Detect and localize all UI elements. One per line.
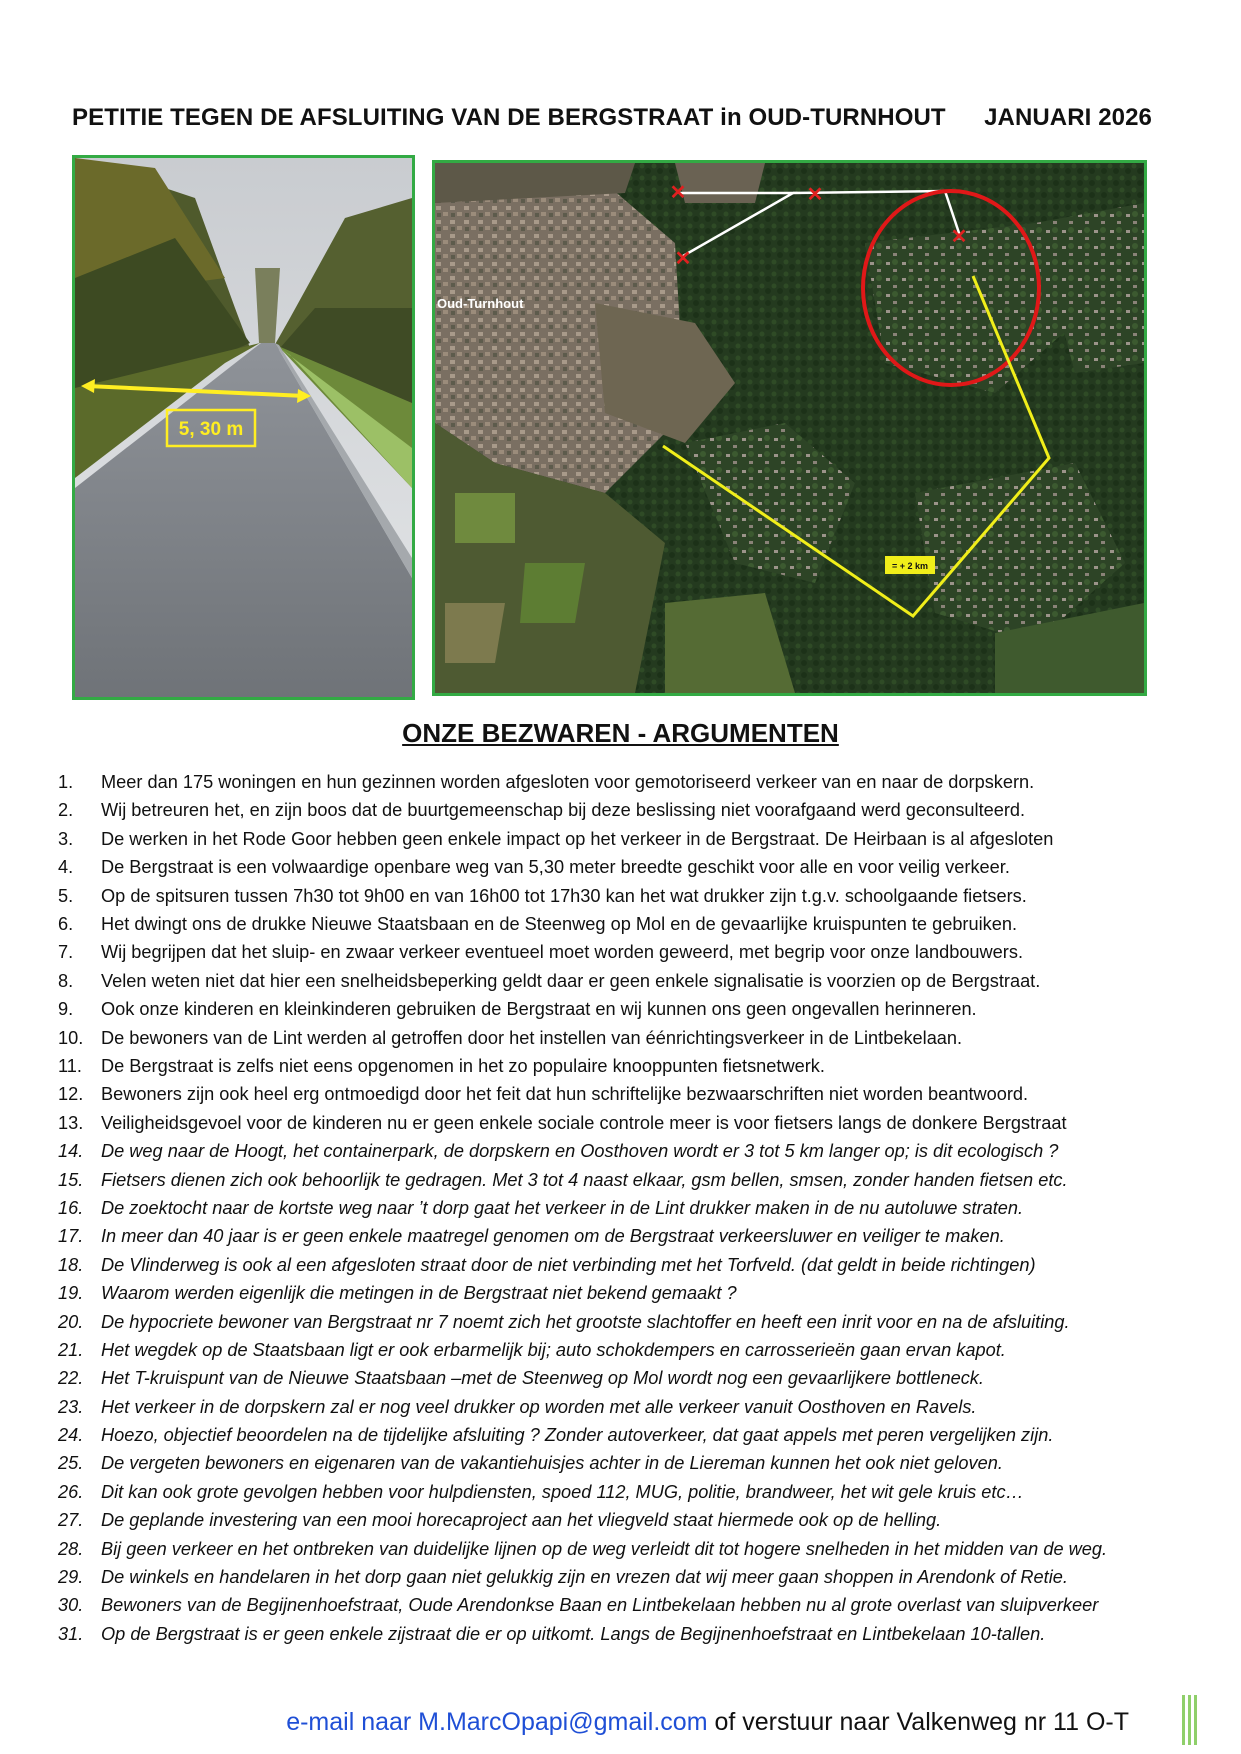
objection-item [58, 1024, 1198, 1052]
objection-text: De winkels en handelaren in het dorp gaan niet gelukkig zijn en vrezen dat wij meer gaan shoppen in Arendonk of Retie. [101, 1567, 1068, 1588]
objection-number: 20. [58, 1311, 84, 1332]
objection-item [58, 938, 1198, 966]
objection-text: Velen weten niet dat hier een snelheidsbeperking geldt daar er geen enkele signalisatie is voorzien op de Bergstraat. [101, 970, 1041, 991]
objection-number: 22. [58, 1368, 84, 1389]
objection-item [58, 1279, 1198, 1307]
objection-text: Hoezo, objectief beoordelen na de tijdelijke afsluiting ? Zonder autoverkeer, dat gaat appels met peren vergelijken zijn. [101, 1425, 1054, 1446]
objection-text: Meer dan 175 woningen en hun gezinnen worden afgesloten voor gemotoriseerd verkeer van en naar de dorpskern. [101, 772, 1035, 793]
objection-number: 14. [58, 1141, 84, 1162]
objection-item [58, 1421, 1198, 1449]
objection-number: 15. [58, 1169, 84, 1190]
objection-text: De hypocriete bewoner van Bergstraat nr 7 noemt zich het grootste slachtoffer en heeft een inrit voor en na de afsluiting. [101, 1311, 1070, 1332]
objection-text: Fietsers dienen zich ook behoorlijk te gedragen. Met 3 tot 4 naast elkaar, gsm bellen, smsen, zonder handen fietsen etc. [101, 1169, 1068, 1190]
objection-number: 9. [58, 999, 74, 1020]
objection-number: 28. [58, 1538, 84, 1559]
objection-item [58, 1307, 1198, 1335]
objection-text: Op de Bergstraat is er geen enkele zijstraat die er op uitkomt. Langs de Begijnenhoefstraat en Lintbekelaan 10-tallen. [101, 1623, 1046, 1644]
contact-address: of verstuur naar Valkenweg nr 11 O-T [707, 1708, 1129, 1736]
objection-number: 3. [58, 828, 74, 849]
objection-item [58, 1478, 1198, 1506]
objection-number: 6. [58, 914, 74, 935]
objection-number: 19. [58, 1283, 84, 1304]
objection-text: Wij begrijpen dat het sluip- en zwaar verkeer eventueel moet worden geweerd, met begrip voor onze landbouwers. [101, 942, 1024, 963]
objection-text: De zoektocht naar de kortste weg naar ’t dorp gaat het verkeer in de Lint drukker maken in de nu autoluwe straten. [101, 1197, 1024, 1218]
objection-item [58, 1449, 1198, 1477]
objection-item [58, 1591, 1198, 1619]
objection-text: Op de spitsuren tussen 7h30 tot 9h00 en van 16h00 tot 17h30 kan het wat drukker zijn t.g.v. schoolgaande fietsers. [101, 885, 1027, 906]
objection-text: De Vlinderweg is ook al een afgesloten straat door de niet verbinding met het Torfveld. (dat geldt in beide richtingen) [101, 1254, 1036, 1275]
objection-number: 21. [58, 1339, 84, 1360]
objection-number: 29. [58, 1567, 84, 1588]
objection-number: 12. [58, 1084, 84, 1105]
objection-item [58, 1535, 1198, 1563]
map-place-label: Oud-Turnhout [437, 296, 524, 311]
objection-number: 26. [58, 1481, 84, 1502]
objection-item [58, 1137, 1198, 1165]
objection-item [58, 1364, 1198, 1392]
footer-decoration [1182, 1695, 1202, 1745]
map-illustration [435, 163, 1144, 693]
objection-item [58, 1251, 1198, 1279]
objection-text: De weg naar de Hoogt, het containerpark, de dorpskern en Oosthoven wordt er 3 tot 5 km langer op; is dit ecologisch ? [101, 1141, 1059, 1162]
svg-text:✕: ✕ [806, 184, 824, 206]
objection-item [58, 995, 1198, 1023]
objection-number: 4. [58, 857, 74, 878]
objection-text: De werken in het Rode Goor hebben geen enkele impact op het verkeer in de Bergstraat. De Heirbaan is al afgesloten [101, 828, 1054, 849]
objection-number: 11. [58, 1056, 82, 1076]
objection-text: Bewoners zijn ook heel erg ontmoedigd door het feit dat hun schriftelijke bezwaarschriften niet worden beantwoord. [101, 1084, 1029, 1105]
objection-number: 7. [58, 942, 74, 963]
footer-contact [286, 1708, 1129, 1737]
objection-number: 13. [58, 1112, 84, 1133]
objection-item [58, 1165, 1198, 1193]
objection-item [58, 967, 1198, 995]
objection-text: Dit kan ook grote gevolgen hebben voor hulpdiensten, spoed 112, MUG, politie, brandweer, het wit gele kruis etc… [101, 1481, 1024, 1502]
objection-number: 23. [58, 1396, 84, 1417]
road-width-label: 5, 30 m [178, 419, 244, 440]
objection-item [58, 1052, 1198, 1080]
document-title [72, 104, 1152, 132]
objection-text: Waarom werden eigenlijk die metingen in de Bergstraat niet bekend gemaakt ? [101, 1283, 737, 1304]
objection-text: Wij betreuren het, en zijn boos dat de buurtgemeenschap bij deze beslissing niet voorafgaand werd geconsulteerd. [101, 800, 1026, 821]
objection-number: 24. [58, 1425, 84, 1446]
objection-item [58, 1563, 1198, 1591]
objection-number: 17. [58, 1226, 84, 1247]
objection-text: De geplande investering van een mooi horecaproject aan het vliegveld staat hiermede ook op de helling. [101, 1510, 942, 1531]
petition-date: JANUARI 2026 [984, 104, 1152, 131]
road-photo-illustration [75, 158, 412, 697]
svg-text:✕: ✕ [950, 226, 968, 248]
objection-number: 31. [58, 1623, 84, 1644]
objection-text: Ook onze kinderen en kleinkinderen gebruiken de Bergstraat en wij kunnen ons geen ongevallen herinneren. [101, 999, 977, 1020]
svg-text:✕: ✕ [669, 182, 687, 204]
objection-item [58, 1336, 1198, 1364]
section-heading: ONZE BEZWAREN - ARGUMENTEN [402, 718, 839, 748]
objection-item [58, 882, 1198, 910]
objection-number: 18. [58, 1254, 84, 1275]
objection-number: 27. [58, 1510, 84, 1531]
objection-item [58, 1080, 1198, 1108]
objection-text: De bewoners van de Lint werden al getroffen door het instellen van éénrichtingsverkeer in de Lintbekelaan. [101, 1027, 963, 1048]
objection-number: 30. [58, 1595, 84, 1616]
objection-text: De Bergstraat is een volwaardige openbare weg van 5,30 meter breedte geschikt voor alle en voor veilig verkeer. [101, 857, 1010, 878]
objection-item [58, 1393, 1198, 1421]
objection-number: 5. [58, 885, 74, 906]
satellite-map [432, 160, 1147, 696]
objection-text: Bewoners van de Begijnenhoefstraat, Oude Arendonkse Baan en Lintbekelaan hebben nu al grote overlast van sluipverkeer [101, 1595, 1099, 1616]
objection-text: In meer dan 40 jaar is er geen enkele maatregel genomen om de Bergstraat verkeersluwer en veiliger te maken. [101, 1226, 1005, 1247]
objection-number: 2. [58, 800, 74, 821]
petition-title: PETITIE TEGEN DE AFSLUITING VAN DE BERGSTRAAT in OUD-TURNHOUT [72, 104, 946, 131]
objection-text: Bij geen verkeer en het ontbreken van duidelijke lijnen op de weg verleidt dit tot hogere snelheden in het midden van de weg. [101, 1538, 1108, 1559]
contact-email-link[interactable]: e-mail naar M.MarcOpapi@gmail.com [286, 1708, 708, 1736]
objection-number: 8. [58, 970, 74, 991]
objection-item [58, 1222, 1198, 1250]
objection-number: 25. [58, 1453, 84, 1474]
objection-item [58, 1194, 1198, 1222]
objection-text: Het wegdek op de Staatsbaan ligt er ook erbarmelijk bij; auto schokdempers en carrosserieën gaan ervan kapot. [101, 1339, 1006, 1360]
objection-item [58, 1620, 1198, 1648]
objection-item [58, 825, 1198, 853]
objection-text: Het T-kruispunt van de Nieuwe Staatsbaan –met de Steenweg op Mol wordt nog een gevaarlijkere bottleneck. [101, 1368, 984, 1389]
objection-item [58, 1109, 1198, 1137]
objection-number: 1. [58, 772, 74, 793]
objections-list [58, 768, 1198, 1648]
objection-text: Het verkeer in de dorpskern zal er nog veel drukker op worden met alle verkeer vanuit Oosthoven en Ravels. [101, 1396, 977, 1417]
objection-number: 10. [58, 1027, 84, 1048]
objection-item [58, 1506, 1198, 1534]
objection-item [58, 853, 1198, 881]
objection-item [58, 910, 1198, 938]
objection-text: Veiligheidsgevoel voor de kinderen nu er geen enkele sociale controle meer is voor fietsers langs de donkere Bergstraat [101, 1112, 1067, 1133]
objection-text: Het dwingt ons de drukke Nieuwe Staatsbaan en de Steenweg op Mol en de gevaarlijke kruispunten te gebruiken. [101, 914, 1018, 935]
objection-number: 16. [58, 1197, 84, 1218]
svg-text:✕: ✕ [674, 248, 692, 270]
road-photo [72, 155, 415, 700]
detour-distance-label: = + 2 km [891, 561, 929, 571]
objection-text: De Bergstraat is zelfs niet eens opgenomen in het zo populaire knooppunten fietsnetwerk. [101, 1056, 825, 1076]
objection-item [58, 796, 1198, 824]
objection-item [58, 768, 1198, 796]
objection-text: De vergeten bewoners en eigenaren van de vakantiehuisjes achter in de Liereman kunnen het ook niet geloven. [101, 1453, 1003, 1474]
